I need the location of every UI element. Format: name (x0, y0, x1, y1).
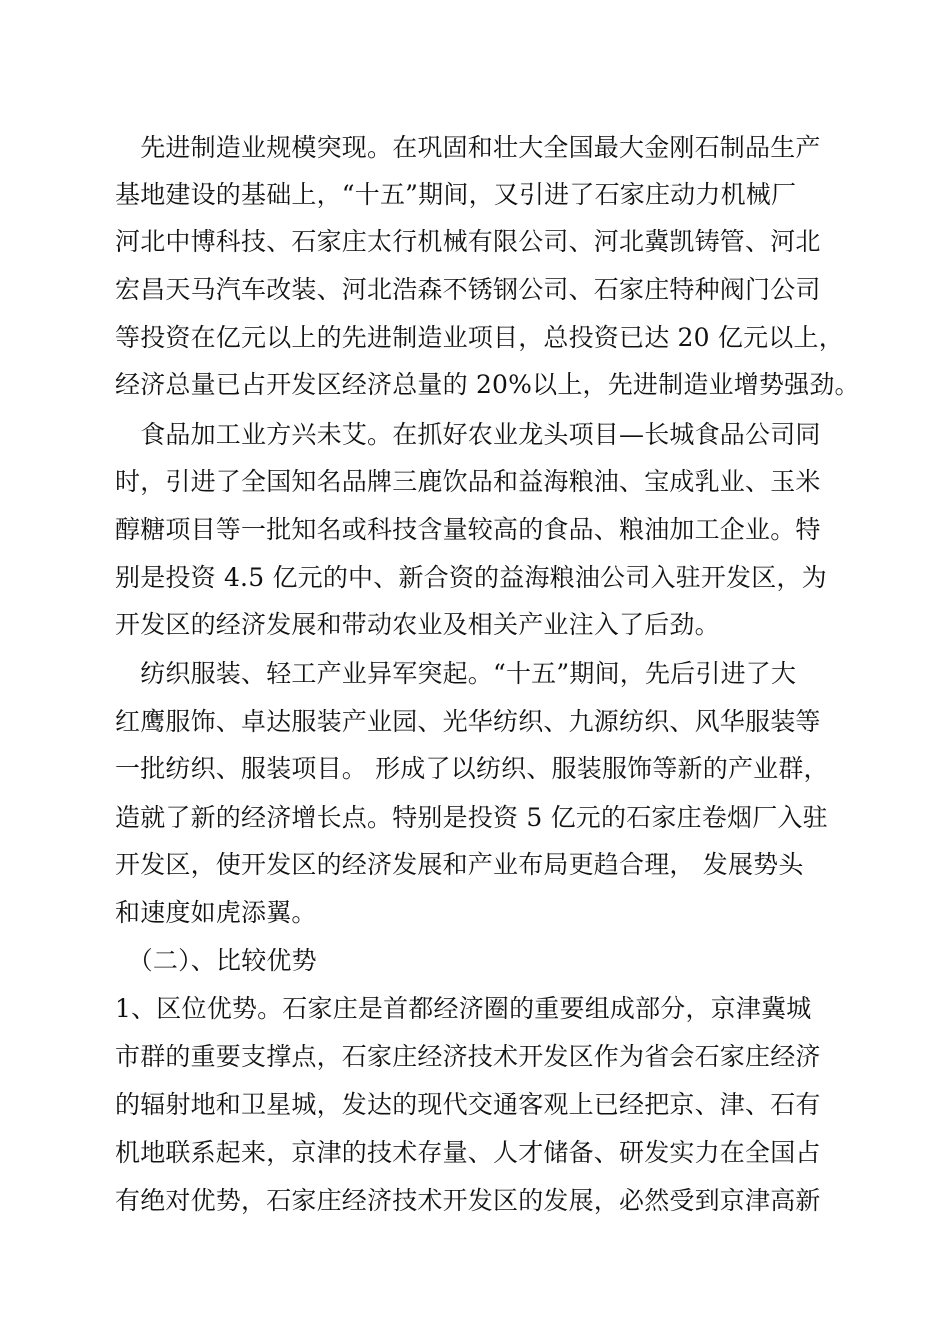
text-line: 别是投资 4.5 亿元的中、新合资的益海粮油公司入驻开发区，为 (115, 563, 827, 592)
text-line: 等投资在亿元以上的先进制造业项目，总投资已达 20 亿元以上， (115, 323, 844, 352)
text-line: 的辐射地和卫星城，发达的现代交通客观上已经把京、津、石有 (115, 1090, 821, 1119)
text-line: 基地建设的基础上，“十五”期间，又引进了石家庄动力机械厂 (115, 180, 797, 209)
text-line: 醇糖项目等一批知名或科技含量较高的食品、粮油加工企业。特 (115, 515, 821, 544)
text-line: 和速度如虎添翼。 (115, 898, 317, 927)
text-line: 红鹰服饰、卓达服装产业园、光华纺织、九源纺织、风华服装等 (115, 707, 821, 736)
text-line: 开发区，使开发区的经济发展和产业布局更趋合理， 发展势头 (115, 850, 804, 879)
text-line: 一批纺织、服装项目。 形成了以纺织、服装服饰等新的产业群， (115, 754, 829, 783)
text-line: 造就了新的经济增长点。特别是投资 5 亿元的石家庄卷烟厂入驻 (115, 803, 828, 832)
section-heading: （二）、比较优势 (115, 946, 317, 975)
text-line: 纺织服装、轻工产业异军突起。“十五”期间，先后引进了大 (115, 659, 797, 688)
text-line: 市群的重要支撑点，石家庄经济技术开发区作为省会石家庄经济 (115, 1042, 821, 1071)
text-line: 先进制造业规模突现。在巩固和壮大全国最大金刚石制品生产 (115, 133, 821, 162)
text-line: 1、区位优势。石家庄是首都经济圈的重要组成部分，京津冀城 (115, 994, 812, 1023)
text-line: 宏昌天马汽车改装、河北浩森不锈钢公司、石家庄特种阀门公司 (115, 275, 821, 304)
text-line: 时，引进了全国知名品牌三鹿饮品和益海粮油、宝成乳业、玉米 (115, 467, 821, 496)
text-line: 河北中博科技、石家庄太行机械有限公司、河北冀凯铸管、河北 (115, 227, 821, 256)
text-line: 机地联系起来，京津的技术存量、人才储备、研发实力在全国占 (115, 1138, 821, 1167)
text-line: 开发区的经济发展和带动农业及相关产业注入了后劲。 (115, 610, 720, 639)
text-line: 有绝对优势，石家庄经济技术开发区的发展，必然受到京津高新 (115, 1186, 821, 1215)
text-line: 经济总量已占开发区经济总量的 20%以上，先进制造业增势强劲。 (115, 370, 860, 399)
text-line: 食品加工业方兴未艾。在抓好农业龙头项目—长城食品公司同 (115, 420, 821, 449)
